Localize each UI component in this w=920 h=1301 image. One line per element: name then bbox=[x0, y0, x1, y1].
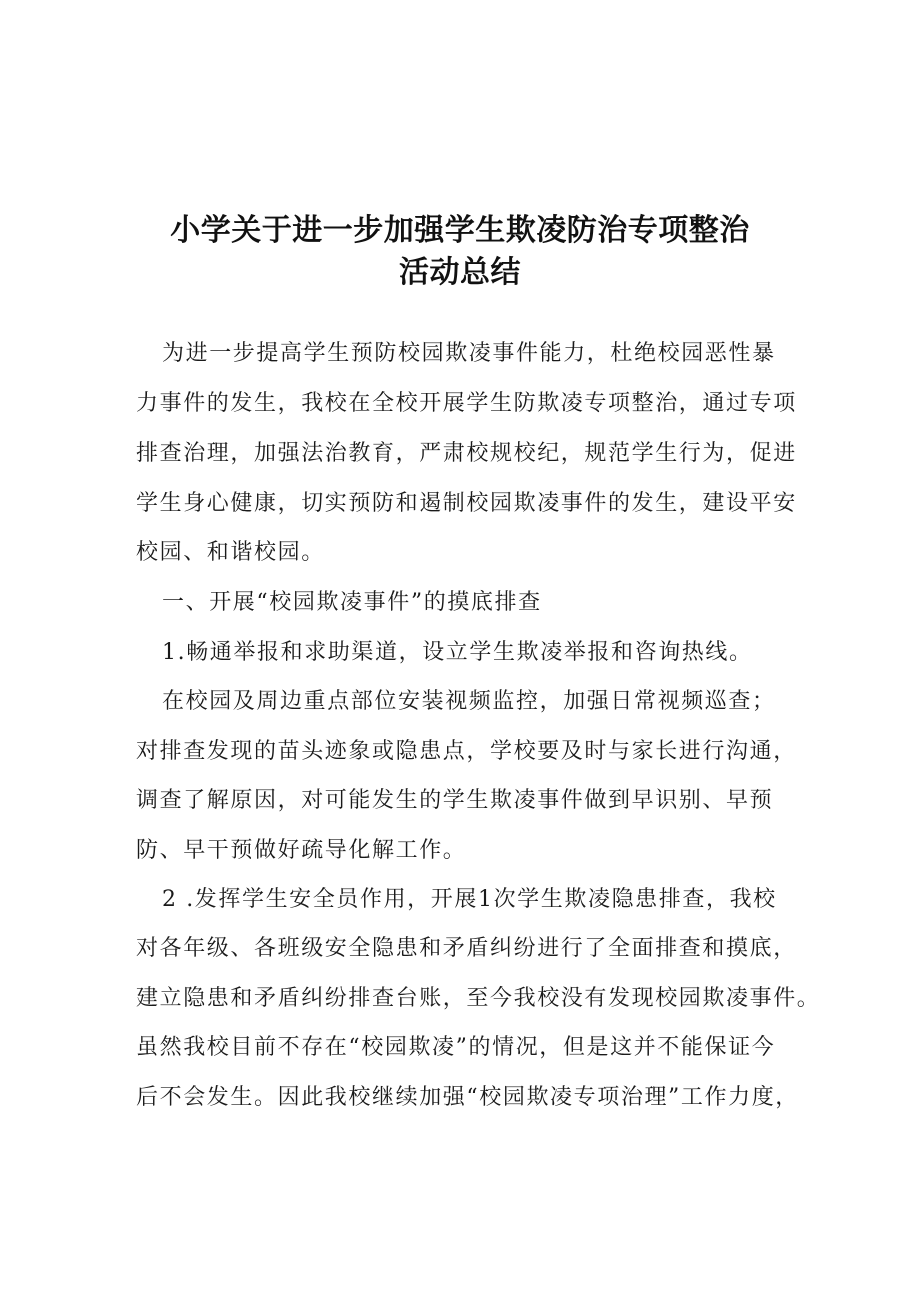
body-line-5: 校园、和谐校园。 bbox=[136, 540, 325, 565]
item-2-line-1: 2 .发挥学生安全员作用，开展1次学生欺凌隐患排查，我校 bbox=[162, 887, 777, 912]
body-line-11: 防、早干预做好疏导化解工作。 bbox=[136, 838, 467, 863]
body-line-16: 后不会发生。因此我校继续加强“校园欺凌专项治理”工作力度， bbox=[136, 1085, 799, 1110]
body-line-10: 调查了解原因，对可能发生的学生欺凌事件做到早识别、早预 bbox=[136, 788, 774, 813]
item-1-heading: 1.畅通举报和求助渠道，设立学生欺凌举报和咨询热线。 bbox=[162, 640, 753, 665]
body-line-1: 为进一步提高学生预防校园欺凌事件能力，杜绝校园恶性暴 bbox=[162, 341, 776, 366]
body-line-15: 虽然我校目前不存在“校园欺凌”的情况，但是这并不能保证今 bbox=[136, 1035, 776, 1060]
body-line-3: 排查治理，加强法治教育，严肃校规校纪，规范学生行为，促进 bbox=[136, 441, 797, 466]
body-line-2: 力事件的发生，我校在全校开展学生防欺凌专项整治，通过专项 bbox=[136, 391, 797, 416]
body-line-9: 对排查发现的苗头迹象或隐患点，学校要及时与家长进行沟通， bbox=[136, 739, 797, 764]
body-line-13: 对各年级、各班级安全隐患和矛盾纠纷进行了全面排查和摸底， bbox=[136, 936, 797, 961]
document-title-line-2: 活动总结 bbox=[399, 255, 521, 290]
body-line-4: 学生身心健康，切实预防和遏制校园欺凌事件的发生，建设平安 bbox=[136, 491, 797, 516]
body-line-14: 建立隐患和矛盾纠纷排查台账，至今我校没有发现校园欺凌事件。 bbox=[136, 986, 821, 1011]
section-heading-1: 一、开展“校园欺凌事件”的摸底排查 bbox=[162, 590, 542, 615]
document-title-line-1: 小学关于进一步加强学生欺凌防治专项整治 bbox=[170, 213, 750, 248]
body-line-8: 在校园及周边重点部位安装视频监控，加强日常视频巡查； bbox=[162, 689, 776, 714]
